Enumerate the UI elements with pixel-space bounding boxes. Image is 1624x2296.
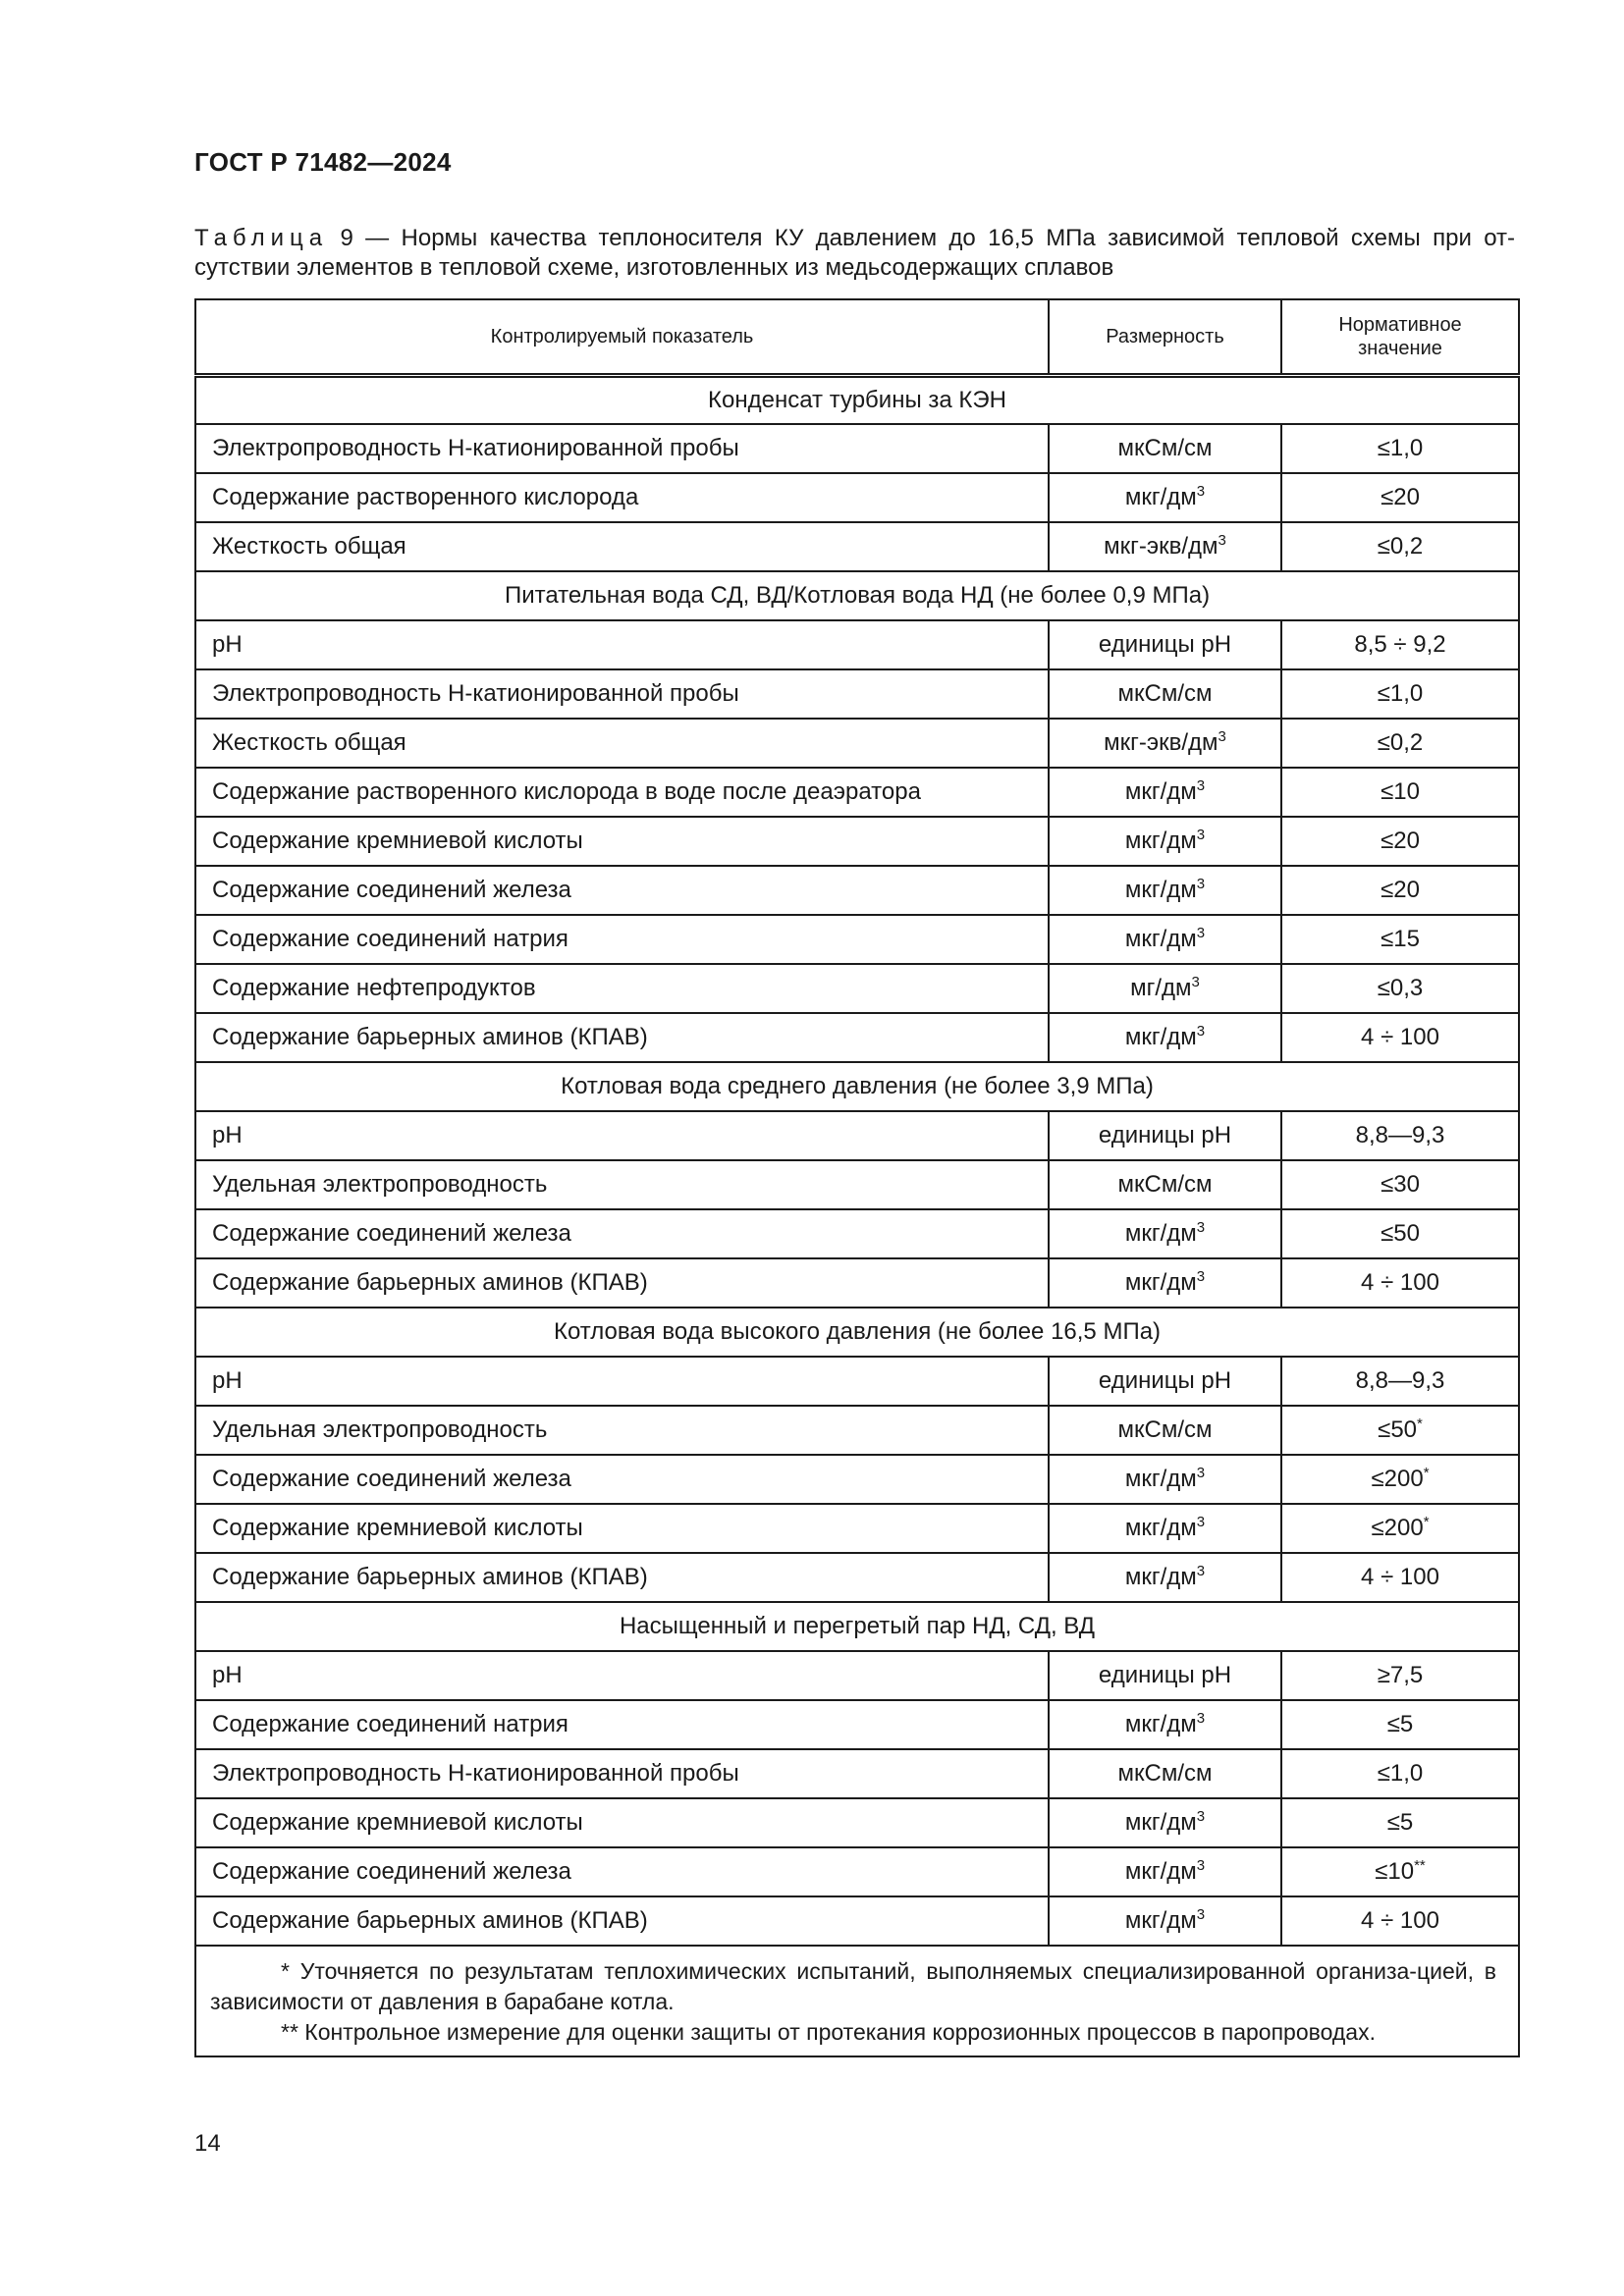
unit-cell <box>1049 669 1281 719</box>
unit-text: мкг/дм <box>1124 877 1197 903</box>
norm-value-text: ≥7,5 <box>1377 1662 1424 1688</box>
unit-text: мкСм/см <box>1117 1416 1213 1443</box>
norm-value-text: ≤20 <box>1380 877 1420 903</box>
unit-text: мкг/дм <box>1124 1466 1197 1492</box>
unit-superscript: 3 <box>1196 925 1206 941</box>
table-caption-text: 9 — Нормы качества теплоносителя КУ давлением до 16,5 МПа зависимой тепловой схемы при от-сутствии элементов в тепловой схеме, изготовленных из медьсодержащих сплавов <box>194 225 1516 281</box>
unit-cell <box>1049 1209 1281 1258</box>
header-unit: Размерность <box>1049 299 1281 375</box>
table-row <box>195 620 1519 669</box>
indicator-cell: Содержание нефтепродуктов <box>195 964 1049 1013</box>
norm-value-cell <box>1281 817 1519 866</box>
norm-value-cell <box>1281 1798 1519 1847</box>
unit-superscript: 3 <box>1196 1219 1206 1236</box>
norm-value-text: ≤1,0 <box>1377 680 1424 707</box>
norm-value-text: 8,8—9,3 <box>1355 1367 1445 1394</box>
unit-cell <box>1049 522 1281 571</box>
norm-value-cell <box>1281 1160 1519 1209</box>
indicator-cell: pH <box>195 1651 1049 1700</box>
table-row <box>195 1700 1519 1749</box>
unit-cell <box>1049 1160 1281 1209</box>
norm-value-text: ≤0,2 <box>1377 729 1424 756</box>
unit-superscript: 3 <box>1196 1808 1206 1825</box>
norm-value-cell <box>1281 1749 1519 1798</box>
footnote: * Уточняется по результатам теплохимических испытаний, выполняемых специализированной организа-цией, в зависимости от давления в барабане котла. <box>210 1958 1496 2014</box>
unit-superscript: 3 <box>1191 974 1200 990</box>
footnote-marker: * <box>1417 1415 1423 1432</box>
norm-value-text: 4 ÷ 100 <box>1361 1024 1439 1050</box>
unit-cell <box>1049 1258 1281 1308</box>
unit-text: мкСм/см <box>1117 680 1213 707</box>
norm-value-cell <box>1281 424 1519 473</box>
indicator-cell: Содержание кремниевой кислоты <box>195 1504 1049 1553</box>
table-row <box>195 1406 1519 1455</box>
norm-value-cell <box>1281 1896 1519 1946</box>
norm-value-cell <box>1281 1406 1519 1455</box>
unit-cell <box>1049 1455 1281 1504</box>
unit-cell <box>1049 1847 1281 1896</box>
unit-text: единицы pH <box>1098 1122 1232 1148</box>
unit-text: мкг/дм <box>1124 1809 1197 1836</box>
unit-text: единицы pH <box>1098 631 1232 658</box>
norm-value-cell <box>1281 473 1519 522</box>
notes-row <box>195 1946 1519 2056</box>
section-row <box>195 375 1519 424</box>
section-row <box>195 1062 1519 1111</box>
unit-text: мкг-экв/дм <box>1104 533 1218 560</box>
indicator-cell: Удельная электропроводность <box>195 1160 1049 1209</box>
table-caption-label: Таблица <box>194 225 329 251</box>
document-code: ГОСТ Р 71482—2024 <box>194 147 452 177</box>
unit-superscript: 3 <box>1196 1465 1206 1481</box>
unit-superscript: 3 <box>1196 1268 1206 1285</box>
unit-text: мкг/дм <box>1124 828 1197 854</box>
table-header-row <box>195 299 1519 375</box>
norm-value-text: 4 ÷ 100 <box>1361 1907 1439 1934</box>
norm-value-text: 8,8—9,3 <box>1355 1122 1445 1148</box>
unit-superscript: 3 <box>1218 532 1226 549</box>
norm-value-text: ≤5 <box>1386 1711 1414 1737</box>
unit-superscript: 3 <box>1196 777 1206 794</box>
norm-value-text: ≤15 <box>1380 926 1420 952</box>
indicator-cell: Жесткость общая <box>195 719 1049 768</box>
indicator-cell: Содержание барьерных аминов (КПАВ) <box>195 1553 1049 1602</box>
unit-cell <box>1049 1700 1281 1749</box>
section-title: Насыщенный и перегретый пар НД, СД, ВД <box>195 1602 1519 1651</box>
table-row <box>195 1896 1519 1946</box>
table-caption <box>194 224 1515 283</box>
footnote-marker: * <box>1423 1514 1430 1530</box>
norm-value-cell <box>1281 866 1519 915</box>
unit-text: мкг/дм <box>1124 1220 1197 1247</box>
unit-text: мкг/дм <box>1124 1858 1197 1885</box>
norm-value-cell <box>1281 669 1519 719</box>
footnote: ** Контрольное измерение для оценки защиты от протекания коррозионных процессов в паропроводах. <box>281 2019 1376 2045</box>
norm-value-cell <box>1281 1209 1519 1258</box>
norm-value-cell <box>1281 1847 1519 1896</box>
indicator-cell: Электропроводность Н-катионированной пробы <box>195 424 1049 473</box>
table-row <box>195 1847 1519 1896</box>
norm-value-text: ≤20 <box>1380 484 1420 510</box>
unit-cell <box>1049 1798 1281 1847</box>
section-title: Питательная вода СД, ВД/Котловая вода НД (не более 0,9 МПа) <box>195 571 1519 620</box>
unit-superscript: 3 <box>1196 1906 1206 1923</box>
indicator-cell: Удельная электропроводность <box>195 1406 1049 1455</box>
unit-cell <box>1049 1749 1281 1798</box>
table-row <box>195 1504 1519 1553</box>
unit-cell <box>1049 915 1281 964</box>
norm-value-cell <box>1281 1013 1519 1062</box>
indicator-cell: Содержание растворенного кислорода в воде после деаэратора <box>195 768 1049 817</box>
header-norm-value <box>1281 299 1519 375</box>
norm-value-text: ≤200 <box>1371 1466 1424 1492</box>
indicator-cell: Электропроводность Н-катионированной пробы <box>195 669 1049 719</box>
unit-text: мкг/дм <box>1124 484 1197 510</box>
footnote-marker: * <box>1423 1465 1430 1481</box>
unit-cell <box>1049 1111 1281 1160</box>
table-row <box>195 424 1519 473</box>
table-row <box>195 522 1519 571</box>
unit-superscript: 3 <box>1196 827 1206 843</box>
table-row <box>195 1209 1519 1258</box>
page-number: 14 <box>194 2130 221 2157</box>
norm-value-cell <box>1281 1111 1519 1160</box>
unit-text: мкСм/см <box>1117 1171 1213 1198</box>
unit-cell <box>1049 620 1281 669</box>
norm-value-text: 4 ÷ 100 <box>1361 1269 1439 1296</box>
table-row <box>195 1651 1519 1700</box>
indicator-cell: Содержание кремниевой кислоты <box>195 1798 1049 1847</box>
unit-text: мкСм/см <box>1117 435 1213 461</box>
norm-value-text: ≤5 <box>1386 1809 1414 1836</box>
norm-value-text: 8,5 ÷ 9,2 <box>1354 631 1446 658</box>
norm-value-text: ≤0,3 <box>1377 975 1424 1001</box>
table-row <box>195 1455 1519 1504</box>
norm-value-text: 4 ÷ 100 <box>1361 1564 1439 1590</box>
table-row <box>195 866 1519 915</box>
table-row <box>195 1111 1519 1160</box>
table-row <box>195 1160 1519 1209</box>
norm-value-cell <box>1281 1455 1519 1504</box>
unit-cell <box>1049 1357 1281 1406</box>
unit-text: мкг/дм <box>1124 1907 1197 1934</box>
table-row <box>195 719 1519 768</box>
unit-superscript: 3 <box>1196 1857 1206 1874</box>
unit-text: единицы pH <box>1098 1367 1232 1394</box>
indicator-cell: Содержание соединений железа <box>195 866 1049 915</box>
unit-text: мкг/дм <box>1124 1711 1197 1737</box>
unit-text: мг/дм <box>1130 975 1192 1001</box>
unit-text: мкг/дм <box>1124 926 1197 952</box>
unit-superscript: 3 <box>1196 483 1206 500</box>
table-row <box>195 964 1519 1013</box>
norm-value-cell <box>1281 768 1519 817</box>
norm-value-cell <box>1281 964 1519 1013</box>
footnote-marker: ** <box>1414 1857 1426 1874</box>
norm-value-text: ≤10 <box>1375 1858 1415 1885</box>
unit-cell <box>1049 719 1281 768</box>
norm-value-cell <box>1281 1258 1519 1308</box>
norm-value-text: ≤1,0 <box>1377 435 1424 461</box>
table-row <box>195 1749 1519 1798</box>
indicator-cell: Содержание соединений железа <box>195 1847 1049 1896</box>
unit-superscript: 3 <box>1196 876 1206 892</box>
unit-text: мкг/дм <box>1124 1024 1197 1050</box>
section-title: Конденсат турбины за КЭН <box>195 375 1519 424</box>
norm-value-text: ≤0,2 <box>1377 533 1424 560</box>
unit-cell <box>1049 1651 1281 1700</box>
indicator-cell: Содержание барьерных аминов (КПАВ) <box>195 1896 1049 1946</box>
unit-cell <box>1049 1896 1281 1946</box>
indicator-cell: Содержание соединений натрия <box>195 1700 1049 1749</box>
header-indicator: Контролируемый показатель <box>195 299 1049 375</box>
unit-superscript: 3 <box>1196 1563 1206 1579</box>
unit-superscript: 3 <box>1196 1710 1206 1727</box>
unit-superscript: 3 <box>1196 1023 1206 1040</box>
unit-text: мкг/дм <box>1124 1269 1197 1296</box>
unit-cell <box>1049 1553 1281 1602</box>
norm-value-cell <box>1281 1651 1519 1700</box>
indicator-cell: Содержание растворенного кислорода <box>195 473 1049 522</box>
indicator-cell: Содержание барьерных аминов (КПАВ) <box>195 1258 1049 1308</box>
unit-text: мкг/дм <box>1124 1564 1197 1590</box>
indicator-cell: Содержание барьерных аминов (КПАВ) <box>195 1013 1049 1062</box>
indicator-cell: Жесткость общая <box>195 522 1049 571</box>
norm-value-text: ≤30 <box>1380 1171 1420 1198</box>
norm-value-cell <box>1281 915 1519 964</box>
section-row <box>195 1308 1519 1357</box>
norm-value-cell <box>1281 1357 1519 1406</box>
table-row <box>195 1798 1519 1847</box>
norm-value-cell <box>1281 1553 1519 1602</box>
table-row <box>195 768 1519 817</box>
indicator-cell: Электропроводность Н-катионированной пробы <box>195 1749 1049 1798</box>
norm-value-text: ≤20 <box>1380 828 1420 854</box>
indicator-cell: Содержание соединений железа <box>195 1209 1049 1258</box>
unit-text: мкг-экв/дм <box>1104 729 1218 756</box>
unit-cell <box>1049 424 1281 473</box>
unit-cell <box>1049 866 1281 915</box>
table-notes <box>195 1946 1519 2056</box>
table-row <box>195 915 1519 964</box>
norm-value-cell <box>1281 1504 1519 1553</box>
indicator-cell: pH <box>195 620 1049 669</box>
indicator-cell: Содержание соединений железа <box>195 1455 1049 1504</box>
section-row <box>195 1602 1519 1651</box>
table-row <box>195 817 1519 866</box>
table-row <box>195 1553 1519 1602</box>
table-row <box>195 1258 1519 1308</box>
unit-cell <box>1049 964 1281 1013</box>
unit-cell <box>1049 1406 1281 1455</box>
unit-superscript: 3 <box>1196 1514 1206 1530</box>
norm-value-cell <box>1281 1700 1519 1749</box>
norm-value-text: ≤10 <box>1380 778 1420 805</box>
indicator-cell: pH <box>195 1357 1049 1406</box>
norm-value-text: ≤1,0 <box>1377 1760 1424 1787</box>
norm-value-cell <box>1281 620 1519 669</box>
unit-cell <box>1049 817 1281 866</box>
section-title: Котловая вода высокого давления (не более 16,5 МПа) <box>195 1308 1519 1357</box>
unit-text: единицы pH <box>1098 1662 1232 1688</box>
table-row <box>195 1357 1519 1406</box>
norm-value-cell <box>1281 719 1519 768</box>
unit-cell <box>1049 473 1281 522</box>
norms-table <box>194 298 1520 2057</box>
unit-cell <box>1049 768 1281 817</box>
norm-value-cell <box>1281 522 1519 571</box>
unit-cell <box>1049 1504 1281 1553</box>
indicator-cell: pH <box>195 1111 1049 1160</box>
table-row <box>195 669 1519 719</box>
indicator-cell: Содержание кремниевой кислоты <box>195 817 1049 866</box>
norm-value-text: ≤50 <box>1378 1416 1418 1443</box>
norm-value-text: ≤50 <box>1380 1220 1420 1247</box>
table-row <box>195 1013 1519 1062</box>
unit-text: мкг/дм <box>1124 778 1197 805</box>
norm-value-text: ≤200 <box>1371 1515 1424 1541</box>
unit-text: мкСм/см <box>1117 1760 1213 1787</box>
unit-superscript: 3 <box>1218 728 1226 745</box>
unit-text: мкг/дм <box>1124 1515 1197 1541</box>
table-body <box>195 375 1519 2056</box>
section-title: Котловая вода среднего давления (не более 3,9 МПа) <box>195 1062 1519 1111</box>
indicator-cell: Содержание соединений натрия <box>195 915 1049 964</box>
table-row <box>195 473 1519 522</box>
unit-cell <box>1049 1013 1281 1062</box>
section-row <box>195 571 1519 620</box>
header-norm-value-text: Нормативное значение <box>1338 313 1462 359</box>
